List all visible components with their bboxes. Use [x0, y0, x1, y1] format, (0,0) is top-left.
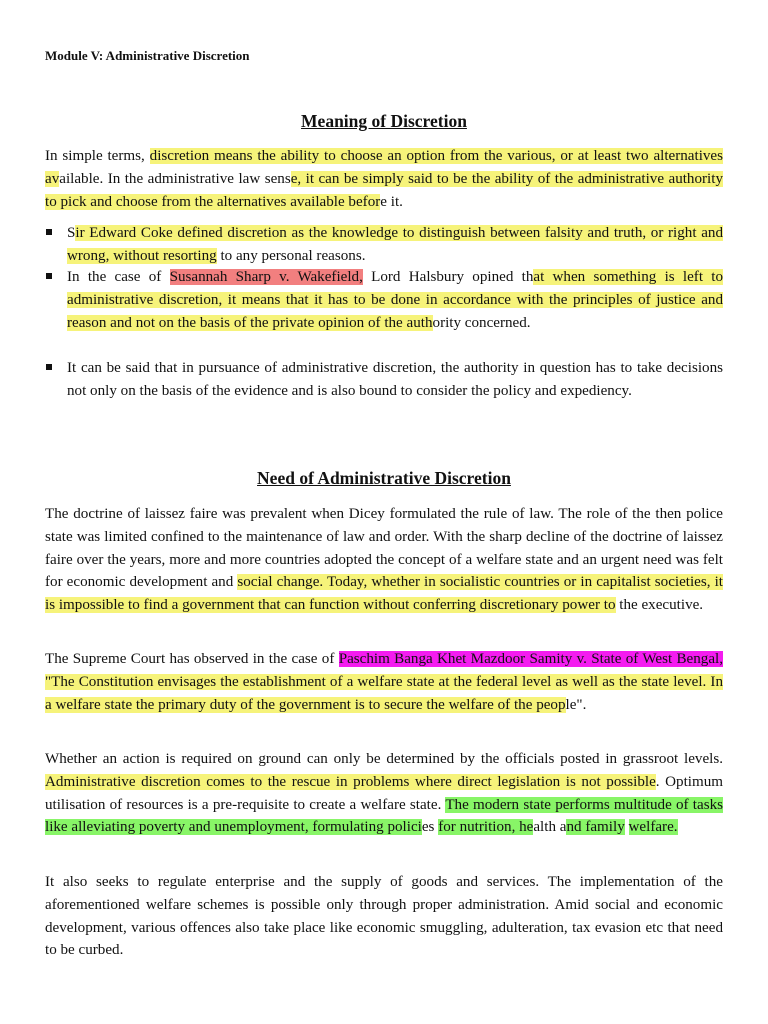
text-run: The doctrine of laissez faire was prevalent when Dicey formulated the rule of law. The role of the then police state was limited confined to the maintenance of law and order. With the sharp decline of the doctrine of laissez faire over the years, more and more countries adopted the concept of a welfare state and an urgent need was felt for economic development and	[45, 506, 723, 591]
text-run: to any personal reasons.	[216, 247, 366, 264]
text-run: The Supreme Court has observed in the case of	[45, 651, 339, 667]
text-run: the executive.	[615, 597, 704, 614]
text-run: ailable. In the administrative law sens	[59, 170, 291, 187]
text-run: S	[67, 225, 76, 241]
highlight-magenta: Paschim Banga Khet Mazdoor Samity v. State of West Bengal,	[338, 651, 723, 667]
bullet-square-icon	[46, 273, 52, 279]
text-run	[625, 819, 629, 835]
highlight-green: for nutrition, he	[438, 819, 534, 836]
intro-paragraph	[45, 145, 723, 213]
highlight-green: nd family	[566, 819, 625, 836]
highlight-yellow: social change. Today, whether in socialistic countries or in capitalist societies, it is impossible to find a government that can function without conferring discretionary power to	[45, 574, 723, 614]
text-run: In simple terms,	[45, 148, 150, 164]
highlight-yellow: e, it can be simply said to be the ability of the administrative authority to pick and choose from the alternatives available befor	[45, 170, 723, 210]
highlight-yellow: discretion means the ability to choose an option from the various, or at least two alternatives av	[45, 148, 724, 187]
module-heading: Module V: Administrative Discretion	[45, 48, 250, 63]
text-run: le".	[565, 696, 587, 713]
text-run: alth a	[533, 819, 567, 836]
text-run: Whether an action is required on ground can only be determined by the officials posted in grassroot levels.	[45, 751, 723, 767]
text-run: In the case of	[67, 269, 170, 285]
text-run: Lord Halsbury opined th	[362, 269, 534, 285]
paragraph-grassroot	[45, 748, 723, 839]
highlight-yellow: "The Constitution envisages the establishment of a welfare state at the federal level as well as the state level. In a welfare state the primary duty of the government is to secure the welfare of the peop	[45, 673, 723, 713]
text-run: ority concerned.	[432, 314, 531, 331]
section-heading-need: Need of Administrative Discretion	[257, 468, 511, 488]
paragraph-regulate-enterprise: It also seeks to regulate enterprise and the supply of goods and services. The implementation of the aforementioned welfare schemes is possible only through proper administration. Amid social and economic development, various offences also take place like economic smuggling, adulteration, tax evasion etc that need to be curbed.	[45, 874, 723, 959]
text-run: es	[421, 819, 439, 836]
bullet-item-coke	[67, 222, 723, 268]
paragraph-laissez-faire	[45, 503, 723, 617]
bullet-square-icon	[46, 229, 52, 235]
paragraph-supreme-court	[45, 648, 723, 716]
bullet-item-halsbury	[67, 266, 723, 334]
text-run: It can be said that in pursuance of administrative discretion, the authority in question has to take decisions not only on the basis of the evidence and is also bound to consider the policy and expediency.	[67, 360, 723, 399]
highlight-green: welfare.	[628, 819, 678, 836]
text-run: e it.	[380, 193, 403, 210]
highlight-yellow: at when something is left to administrative discretion, it means that it has to be done in accordance with the principles of justice and reason and not on the basis of the private opinion of the auth	[67, 269, 724, 331]
highlight-green: The modern state performs multitude of tasks like alleviating poverty and unemployment, formulating polici	[45, 796, 723, 836]
bullet-square-icon	[46, 364, 52, 370]
highlight-yellow: Administrative discretion comes to the rescue in problems where direct legislation is not possible	[45, 773, 656, 790]
highlight-red: Susannah Sharp v. Wakefield,	[169, 269, 363, 285]
bullet-item-pursuance	[67, 357, 723, 403]
highlight-yellow: ir Edward Coke defined discretion as the knowledge to distinguish between falsity and truth, or right and wrong, without resorting	[67, 225, 723, 264]
section-heading-meaning: Meaning of Discretion	[301, 111, 467, 131]
text-run: . Optimum utilisation of resources is a pre-requisite to create a welfare state.	[45, 773, 723, 813]
